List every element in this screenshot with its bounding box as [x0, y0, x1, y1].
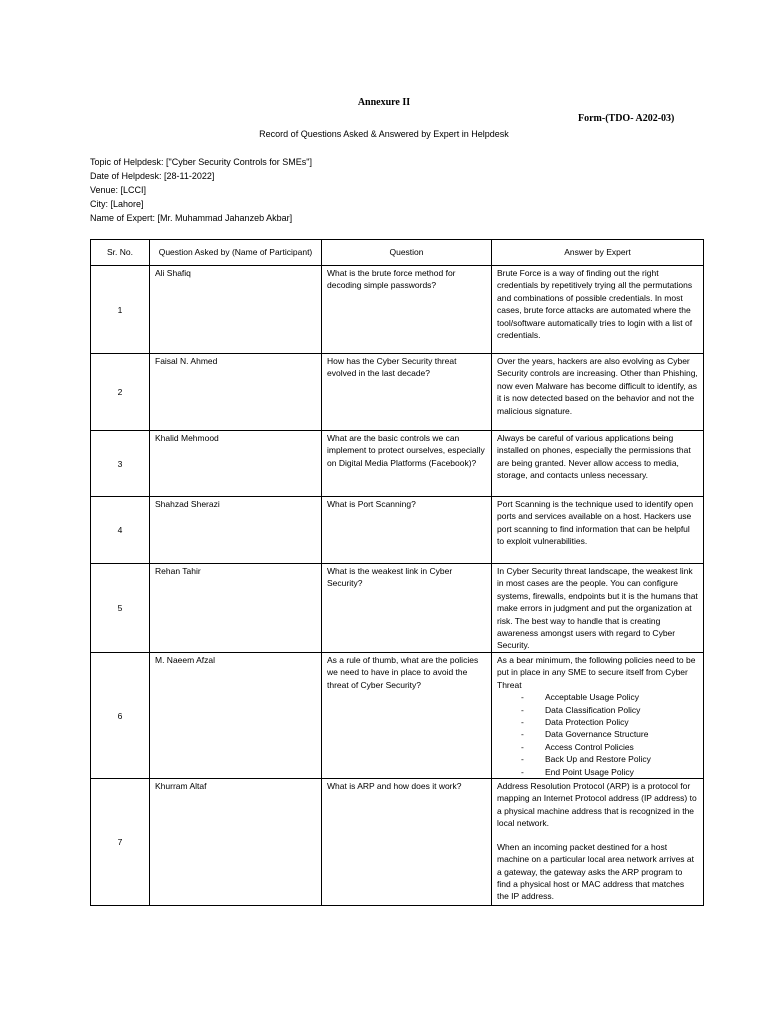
question-cell: What is ARP and how does it work?	[322, 779, 492, 906]
table-header-row	[91, 240, 704, 266]
date-line: Date of Helpdesk: [28-11-2022]	[90, 171, 215, 181]
participant-cell: M. Naeem Afzal	[150, 653, 322, 779]
question-cell: What are the basic controls we can implement to protect ourselves, especially on Digital Media Platforms (Facebook)?	[322, 431, 492, 497]
venue-line: Venue: [LCCI]	[90, 185, 147, 195]
list-item: - Data Protection Policy	[497, 716, 698, 728]
list-item: - End Point Usage Policy	[497, 766, 698, 778]
answer-paragraph-1: Address Resolution Protocol (ARP) is a protocol for mapping an Internet Protocol address (IP address) to a physical machine address that is recognized in the local network.	[497, 781, 697, 829]
questions-table	[90, 239, 704, 906]
sr-no-cell: 3	[91, 431, 150, 497]
answer-cell: Brute Force is a way of finding out the right credentials by repetitively trying all the permutations and combinations of possible credentials. In most cases, brute force attacks are automated where the tool/software automatically tries to login with a list of credentials.	[492, 266, 704, 354]
participant-cell: Shahzad Sherazi	[150, 497, 322, 564]
question-cell: What is the weakest link in Cyber Security?	[322, 564, 492, 653]
list-item: - Access Control Policies	[497, 741, 698, 753]
table-row	[91, 266, 704, 354]
table-row	[91, 354, 704, 431]
city-line: City: [Lahore]	[90, 199, 144, 209]
header-question: Question	[322, 240, 492, 266]
annexure-heading: Annexure II	[357, 97, 411, 108]
answer-cell: Over the years, hackers are also evolving as Cyber Security controls are increasing. Other than Phishing, now even Malware has become difficult to identify, as it is now detected based on the behavior and not the malicious signature.	[492, 354, 704, 431]
table-row	[91, 431, 704, 497]
sr-no-cell: 6	[91, 653, 150, 779]
sr-no-cell: 2	[91, 354, 150, 431]
helpdesk-details	[90, 155, 312, 225]
list-item: - Back Up and Restore Policy	[497, 753, 698, 765]
answer-intro: As a bear minimum, the following policies need to be put in place in any SME to secure itself from Cyber Threat	[497, 655, 696, 690]
table-row	[91, 497, 704, 564]
participant-cell: Khalid Mehmood	[150, 431, 322, 497]
question-cell: How has the Cyber Security threat evolved in the last decade?	[322, 354, 492, 431]
sr-no-cell: 4	[91, 497, 150, 564]
answer-cell	[492, 779, 704, 906]
sr-no-cell: 5	[91, 564, 150, 653]
answer-cell: Always be careful of various applications being installed on phones, especially the permissions that are being granted. Never allow access to media, storage, and contacts unless necessary.	[492, 431, 704, 497]
topic-line: Topic of Helpdesk: ["Cyber Security Controls for SMEs"]	[90, 157, 312, 167]
sr-no-cell: 7	[91, 779, 150, 906]
policy-list	[497, 691, 698, 778]
header-participant: Question Asked by (Name of Participant)	[150, 240, 322, 266]
question-cell: As a rule of thumb, what are the policies we need to have in place to avoid the threat of Cyber Security?	[322, 653, 492, 779]
participant-cell: Khurram Altaf	[150, 779, 322, 906]
list-item: - Data Classification Policy	[497, 704, 698, 716]
participant-cell: Faisal N. Ahmed	[150, 354, 322, 431]
expert-line: Name of Expert: [Mr. Muhammad Jahanzeb Akbar]	[90, 213, 293, 223]
participant-cell: Rehan Tahir	[150, 564, 322, 653]
answer-cell	[492, 653, 704, 779]
question-cell: What is Port Scanning?	[322, 497, 492, 564]
table-row	[91, 653, 704, 779]
table-row	[91, 564, 704, 653]
record-title: Record of Questions Asked & Answered by Expert in Helpdesk	[259, 129, 509, 139]
header-sr-no: Sr. No.	[91, 240, 150, 266]
sr-no-cell: 1	[91, 266, 150, 354]
list-item: - Acceptable Usage Policy	[497, 691, 698, 703]
question-cell: What is the brute force method for decoding simple passwords?	[322, 266, 492, 354]
header-answer: Answer by Expert	[492, 240, 704, 266]
paragraph-gap	[497, 830, 698, 841]
participant-cell: Ali Shafiq	[150, 266, 322, 354]
answer-cell: Port Scanning is the technique used to identify open ports and services available on a host. Hackers use port scanning to find information that can be helpful to exploit vulnerabilities.	[492, 497, 704, 564]
table-row	[91, 779, 704, 906]
answer-cell: In Cyber Security threat landscape, the weakest link in most cases are the people. You can configure systems, firewalls, endpoints but it is the humans that make errors in judgment and put the organization at risk. The best way to handle that is creating awareness amongst users with regard to Cyber Security.	[492, 564, 704, 653]
list-item: - Data Governance Structure	[497, 728, 698, 740]
answer-paragraph-2: When an incoming packet destined for a host machine on a particular local area network arrives at a gateway, the gateway asks the ARP program to find a physical host or MAC address that matches the IP address.	[497, 841, 695, 902]
form-number: Form-(TDO- A202-03)	[578, 113, 675, 124]
